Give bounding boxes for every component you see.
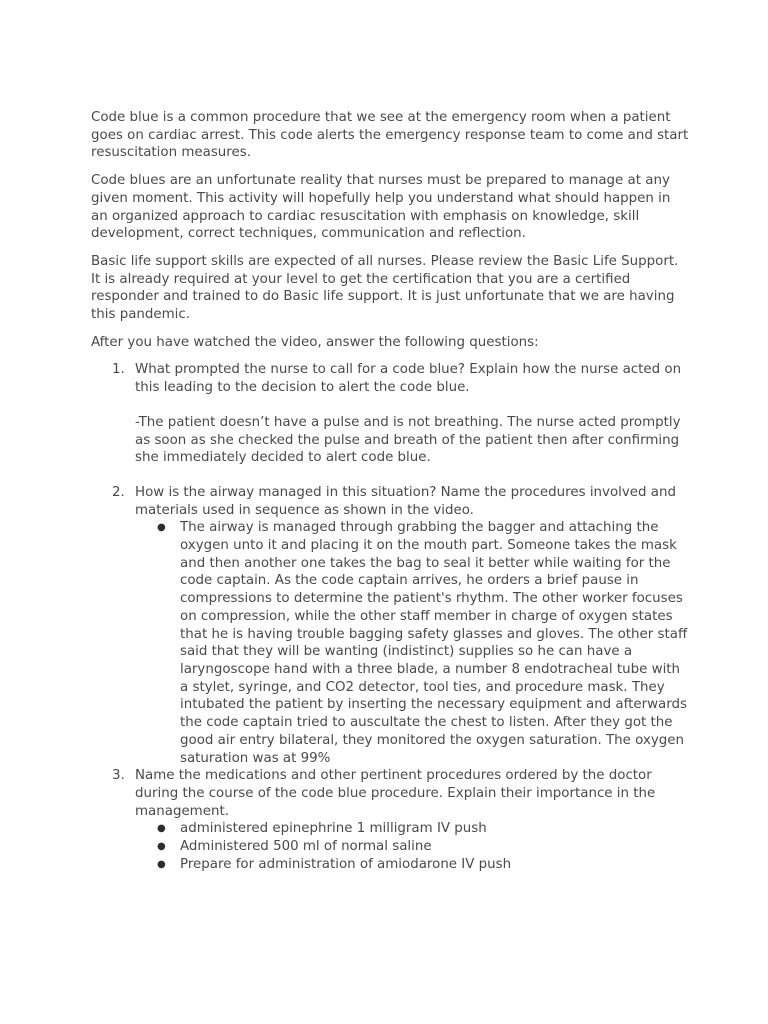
question-number: 1. — [112, 362, 125, 378]
bullet-icon: ● — [157, 522, 166, 534]
instructions-paragraph: After you have watched the video, answer the following questions: — [91, 334, 539, 350]
intro-paragraph-reality: Code blues are an unfortunate reality that nurses must be prepared to manage at any given moment. This activity will hopefully help you understand what should happen in an organized approach to cardiac resuscitation with emphasis on knowledge, skill development, correct techniques, communication and reflection. — [91, 173, 671, 242]
question-item — [91, 484, 691, 767]
answer-bullet-text: Administered 500 ml of normal saline — [180, 839, 432, 855]
bullet-icon: ● — [157, 858, 166, 870]
answer-bullet — [135, 820, 691, 838]
intro-paragraph-basic-life-support: Basic life support skills are expected of all nurses. Please review the Basic Life Support. It is already required at your level to get the certification that you are a certified responder and trained to do Basic life support. It is just unfortunate that we are having this pandemic. — [91, 253, 679, 323]
question-number: 3. — [112, 768, 125, 784]
question-text: Name the medications and other pertinent procedures ordered by the doctor during the course of the code blue procedure. Explain their importance in the management. — [135, 768, 656, 819]
bullet-icon: ● — [157, 823, 166, 835]
answer-bullet-list — [135, 519, 691, 767]
answer-bullet — [135, 856, 691, 874]
bullet-icon: ● — [157, 841, 166, 853]
answer-bullet-text: The airway is managed through grabbing the bagger and attaching the oxygen unto it and placing it on the mouth part. Someone takes the mask and then another one takes the bag to seal it better while waiting for the code captain. As the code captain arrives, he orders a brief pause in compressions to determine the patient's rhythm. The other worker focuses on compression, while the other staff member in charge of oxygen states that he is having trouble bagging safety glasses and gloves. The other staff said that they will be wanting (indistinct) supplies so he can have a laryngoscope hand with a three blade, a number 8 endotracheal tube with a stylet, syringe, and CO2 detector, tool ties, and procedure mask. They intubated the patient by inserting the necessary equipment and afterwards the code captain tried to auscultate the chest to listen. After they got the good air entry bilateral, they monitored the oxygen saturation. The oxygen saturation was at 99% — [180, 520, 688, 766]
question-item — [91, 361, 691, 467]
document-page — [91, 109, 691, 873]
question-text: What prompted the nurse to call for a code blue? Explain how the nurse acted on this leading to the decision to alert the code blue. — [135, 362, 682, 396]
answer-bullet-list — [135, 820, 691, 873]
answer-bullet-text: Prepare for administration of amiodarone IV push — [180, 856, 512, 872]
question-text: How is the airway managed in this situation? Name the procedures involved and materials used in sequence as shown in the video. — [135, 484, 676, 518]
answer-bullet — [135, 519, 691, 767]
intro-paragraph-code-blue: Code blue is a common procedure that we see at the emergency room when a patient goes on cardiac arrest. This code alerts the emergency response team to come and start resuscitation measures. — [91, 110, 689, 161]
question-number: 2. — [112, 484, 125, 500]
question-item — [91, 767, 691, 873]
answer-text: -The patient doesn’t have a pulse and is not breathing. The nurse acted promptly as soon as she checked the pulse and breath of the patient then after confirming she immediately decided to alert code blue. — [135, 414, 681, 466]
answer-bullet-text: administered epinephrine 1 milligram IV push — [180, 821, 487, 837]
answer-bullet — [135, 838, 691, 856]
question-list — [91, 361, 691, 873]
